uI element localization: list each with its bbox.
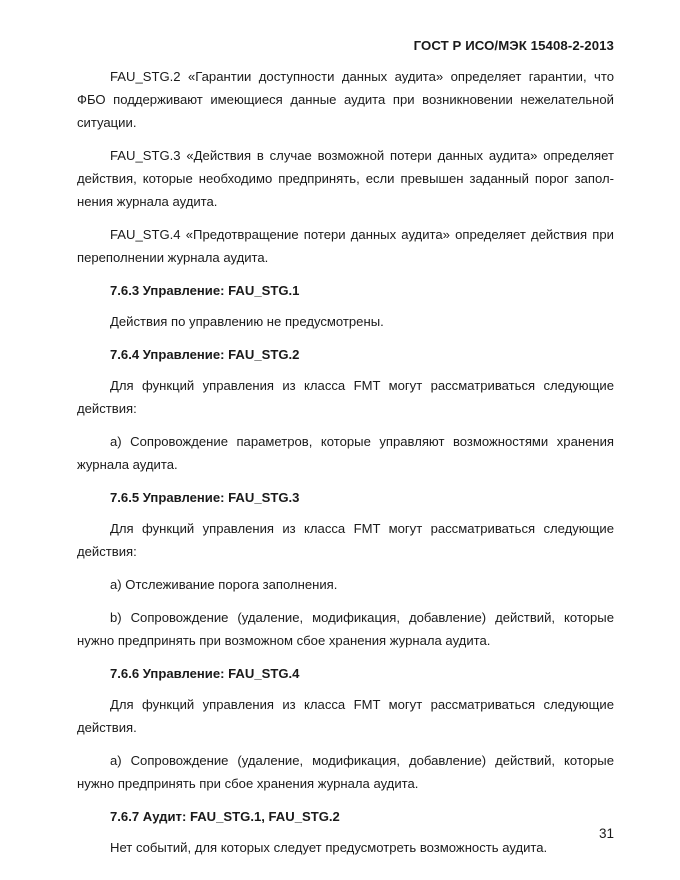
paragraph: Для функций управления из класса FMT могут рассматриваться следующие действия. xyxy=(77,697,614,735)
section-heading-7-6-7: 7.6.7 Аудит: FAU_STG.1, FAU_STG.2 xyxy=(110,809,340,824)
section-heading-7-6-5: 7.6.5 Управление: FAU_STG.3 xyxy=(110,490,300,505)
list-item: а) Отслеживание порога заполнения. xyxy=(110,577,338,592)
paragraph-fau-stg-2: FAU_STG.2 «Гарантии доступности данных аудита» определяет гарантии, что ФБО поддерживают имеющиеся данные аудита при возникновении нежелательной ситуации. xyxy=(77,69,614,130)
section-heading-7-6-3: 7.6.3 Управление: FAU_STG.1 xyxy=(110,283,300,298)
section-heading-7-6-6: 7.6.6 Управление: FAU_STG.4 xyxy=(110,666,300,681)
list-item: b) Сопровождение (удаление, модификация, добавление) действий, которые нужно предпринять при возможном сбое хранения журнала аудита. xyxy=(77,610,614,648)
paragraph: Для функций управления из класса FMT могут рассматриваться следующие действия: xyxy=(77,378,614,416)
document-header-title: ГОСТ Р ИСО/МЭК 15408-2-2013 xyxy=(413,38,614,53)
page-number: 31 xyxy=(598,826,614,841)
paragraph: Действия по управлению не предусмотрены. xyxy=(110,314,384,329)
paragraph: Для функций управления из класса FMT могут рассматриваться следующие действия: xyxy=(77,521,614,559)
paragraph-fau-stg-4: FAU_STG.4 «Предотвращение потери данных аудита» определяет действия при переполнении журнала аудита. xyxy=(77,227,614,265)
paragraph-fau-stg-3: FAU_STG.3 «Действия в случае возможной потери данных аудита» определяет действия, которые необходимо предпринять, если превышен заданный порог заполнения журнала аудита. xyxy=(77,148,614,209)
list-item: а) Сопровождение параметров, которые управляют возможностями хранения журнала аудита. xyxy=(77,434,614,472)
document-body xyxy=(77,65,614,869)
paragraph: Нет событий, для которых следует предусмотреть возможность аудита. xyxy=(110,840,548,855)
list-item: а) Сопровождение (удаление, модификация, добавление) действий, которые нужно предпринять при сбое хранения журнала аудита. xyxy=(77,753,614,791)
section-heading-7-6-4: 7.6.4 Управление: FAU_STG.2 xyxy=(110,347,300,362)
